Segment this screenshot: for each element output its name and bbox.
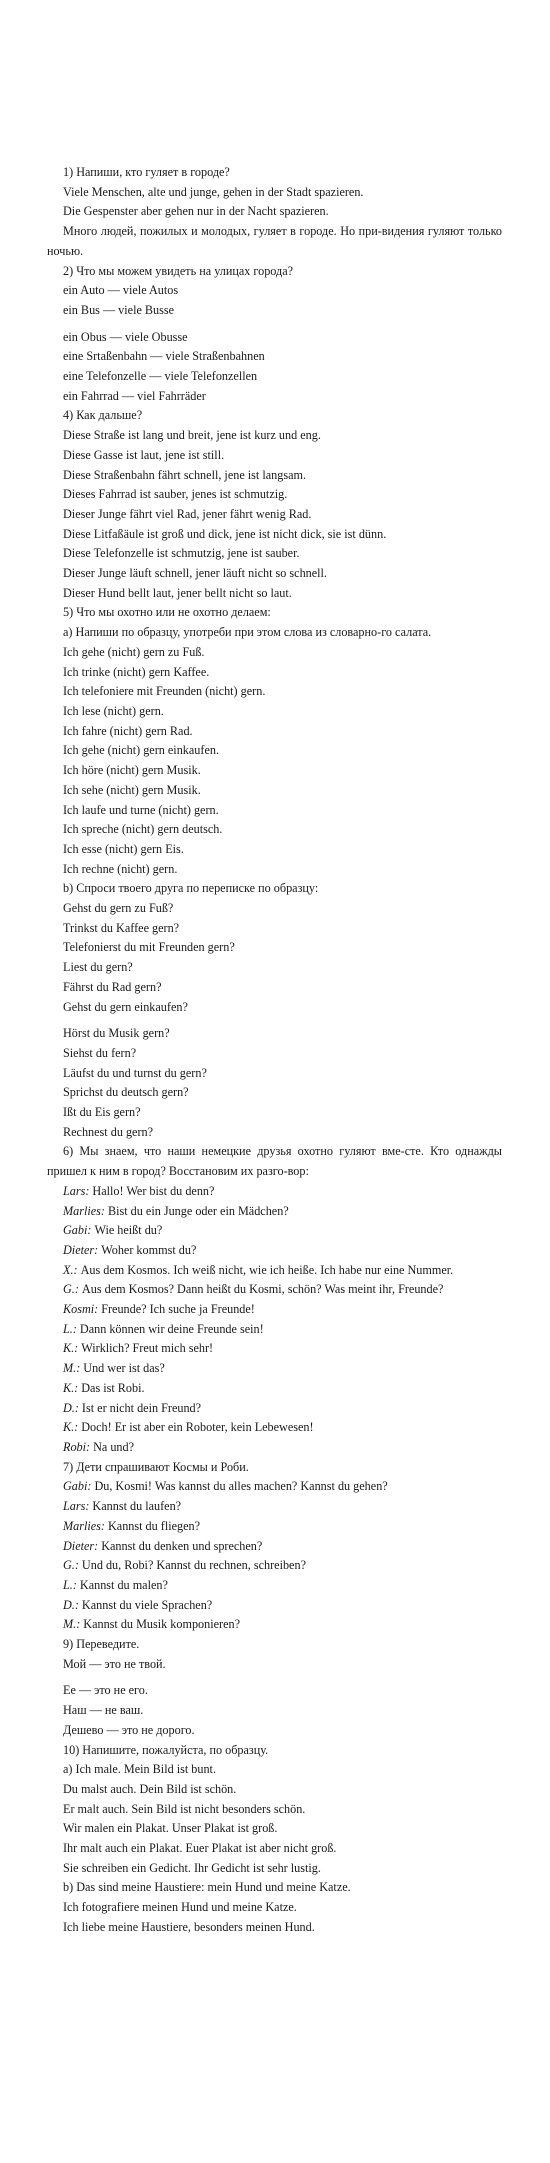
text-line: b) Спроси твоего друга по переписке по образцу: [63,881,319,896]
spacer [47,1017,502,1024]
dialog-line [47,1379,502,1399]
text-line: b) Das sind meine Haustiere: mein Hund und meine Katze. [63,1880,351,1895]
dialog-line [47,1182,502,1202]
spacer [47,1674,502,1681]
dialog-line [47,1596,502,1616]
dialog-line [47,1576,502,1596]
text-line: Dieser Junge läuft schnell, jener läuft nicht so schnell. [63,566,327,581]
text-line: Мой — это не твой. [63,1656,166,1671]
text-line: Ihr malt auch ein Plakat. Euer Plakat ist aber nicht groß. [63,1841,337,1856]
speaker-label: K.: [63,1420,79,1435]
text-line: Sie schreiben ein Gedicht. Ihr Gedicht ist sehr lustig. [63,1860,321,1875]
speaker-label: D.: [63,1597,79,1612]
text-line: Dieser Hund bellt laut, jener bellt nicht so laut. [63,585,292,600]
dialog-line [47,1280,502,1300]
text-line: Diese Straße ist lang und breit, jene ist kurz und eng. [63,428,321,443]
text-line: Viele Menschen, alte und junge, gehen in der Stadt spazieren. [63,184,364,199]
speaker-label: M.: [63,1617,81,1632]
text-line: Ich fahre (nicht) gern Rad. [63,723,193,738]
text-line: Hörst du Musik gern? [63,1026,170,1041]
text-line: ein Obus — viele Obusse [63,329,188,344]
speaker-label: Dieter: [63,1538,99,1553]
text-line: Dieser Junge fährt viel Rad, jener fährt wenig Rad. [63,506,312,521]
dialog-text: Aus dem Kosmos. Ich weiß nicht, wie ich heiße. Ich habe nur eine Nummer. [80,1262,454,1277]
text-line: Ich spreche (nicht) gern deutsch. [63,822,223,837]
text-line: Sprichst du deutsch gern? [63,1085,189,1100]
speaker-label: Kosmi: [63,1302,99,1317]
dialog-line [47,1399,502,1419]
text-line: ein Bus — viele Busse [63,302,175,317]
speaker-label: Robi: [63,1440,91,1454]
text-line: Ich gehe (nicht) gern einkaufen. [63,743,219,758]
text-paragraph: а) Напиши по образцу, употреби при этом слова из словарно-го салата. [63,625,432,640]
dialog-line [47,1556,502,1576]
dialog-text: Aus dem Kosmos? Dann heißt du Kosmi, schön? Was meint ihr, Freunde? [81,1282,444,1297]
dialog-text: Doch! Er ist aber ein Roboter, kein Lebewesen! [81,1420,314,1435]
text-line: Rechnest du gern? [63,1124,154,1139]
dialog-line [47,1615,502,1635]
text-line: Er malt auch. Sein Bild ist nicht besonders schön. [63,1801,306,1816]
text-paragraph: Много людей, пожилых и молодых, гуляет в городе. Но при-видения гуляют только ночью. [47,224,502,258]
dialog-line [47,1497,502,1517]
dialog-text: Wie heißt du? [94,1223,163,1238]
text-line: Ich lese (nicht) gern. [63,703,164,718]
dialog-text: Kannst du Musik komponieren? [83,1617,240,1632]
dialog-text: Und du, Robi? Kannst du rechnen, schreiben? [81,1558,306,1573]
dialog-text: Wirklich? Freut mich sehr! [81,1341,214,1356]
text-line: Diese Telefonzelle ist schmutzig, jene ist sauber. [63,546,300,561]
dialog-text: Freunde? Ich suche ja Freunde! [101,1302,255,1317]
text-line: ein Fahrrad — viel Fahrräder [63,388,206,403]
dialog-text: Kannst du laufen? [92,1499,182,1514]
speaker-label: K.: [63,1380,79,1395]
text-line: Wir malen ein Plakat. Unser Plakat ist groß. [63,1821,278,1836]
exercise-10-heading: 10) Напишите, пожалуйста, по образцу. [63,1742,269,1757]
dialog-text: Woher kommst du? [101,1242,197,1257]
dialog-line [47,1438,502,1458]
text-line: Ich gehe (nicht) gern zu Fuß. [63,644,205,659]
text-line: Siehst du fern? [63,1045,137,1060]
dialog-text: Du, Kosmi! Was kannst du alles machen? Kannst du gehen? [94,1479,388,1494]
speaker-label: G.: [63,1558,79,1573]
text-line: Ich laufe und turne (nicht) gern. [63,802,219,817]
text-line: Ißt du Eis gern? [63,1105,141,1120]
speaker-label: X.: [63,1262,78,1277]
text-line: a) Ich male. Mein Bild ist bunt. [63,1762,216,1777]
text-line: eine Srtaßenbahn — viele Straßenbahnen [63,349,265,364]
text-line: Ich höre (nicht) gern Musik. [63,763,201,778]
text-line: Telefonierst du mit Freunden gern? [63,940,235,955]
dialog-line [47,1517,502,1537]
speaker-label: M.: [63,1361,81,1376]
exercise-4-heading: 4) Как дальше? [63,408,143,423]
speaker-label: D.: [63,1400,79,1415]
text-line: Die Gespenster aber gehen nur in der Nacht spazieren. [63,204,329,219]
exercise-6-heading: 6) Мы знаем, что наши немецкие друзья охотно гуляют вме-сте. Кто однажды пришел к ним в город? Восстановим их разго-вор: [47,1144,502,1179]
exercise-5-heading: 5) Что мы охотно или не охотно делаем: [63,605,271,620]
text-line: ein Auto — viele Autos [63,283,179,298]
dialog-line [47,1339,502,1359]
speaker-label: L.: [63,1577,77,1592]
text-line: Diese Straßenbahn fährt schnell, jene ist langsam. [63,467,307,482]
dialog-line [47,1300,502,1320]
text-line: Fährst du Rad gern? [63,979,162,994]
speaker-label: Gabi: [63,1479,92,1494]
document-page [47,163,502,1938]
dialog-line [47,1261,502,1281]
speaker-label: Marlies: [63,1518,105,1533]
text-line: Ich sehe (nicht) gern Musik. [63,782,201,797]
text-line: Dieses Fahrrad ist sauber, jenes ist schmutzig. [63,487,288,502]
spacer [47,321,502,328]
exercise-7-heading: 7) Дети спрашивают Космы и Роби. [63,1459,249,1474]
speaker-label: Marlies: [63,1203,105,1218]
dialog-text: Hallo! Wer bist du denn? [92,1183,215,1198]
dialog-text: Kannst du malen? [79,1577,168,1592]
exercise-1-heading: 1) Напиши, кто гуляет в городе? [63,165,230,179]
exercise-2-heading: 2) Что мы можем увидеть на улицах города? [63,263,294,278]
dialog-text: Dann können wir deine Freunde sein! [79,1321,264,1336]
dialog-line [47,1202,502,1222]
text-line: Liest du gern? [63,960,133,975]
speaker-label: L.: [63,1321,77,1336]
text-line: eine Telefonzelle — viele Telefonzellen [63,369,258,384]
speaker-label: Gabi: [63,1223,92,1238]
speaker-label: K.: [63,1341,79,1356]
dialog-text: Ist er nicht dein Freund? [81,1400,202,1415]
text-line: Gehst du gern einkaufen? [63,999,188,1014]
text-line: Наш — не ваш. [63,1703,144,1718]
dialog-text: Kannst du denken und sprechen? [101,1538,263,1553]
dialog-text: Na und? [93,1440,135,1454]
speaker-label: Dieter: [63,1242,99,1257]
text-line: Ich esse (nicht) gern Eis. [63,841,184,856]
text-line: Дешево — это не дорого. [63,1722,195,1737]
text-line: Ich trinke (nicht) gern Kaffee. [63,664,210,679]
dialog-text: Bist du ein Junge oder ein Mädchen? [107,1203,289,1218]
dialog-line [47,1418,502,1438]
dialog-line [47,1320,502,1340]
text-line: Ich liebe meine Haustiere, besonders meinen Hund. [63,1919,315,1934]
speaker-label: Lars: [63,1499,90,1514]
text-line: Gehst du gern zu Fuß? [63,901,174,916]
dialog-line [47,1241,502,1261]
text-line: Trinkst du Kaffee gern? [63,920,180,935]
dialog-text: Und wer ist das? [83,1361,165,1376]
dialog-text: Kannst du viele Sprachen? [81,1597,213,1612]
text-line: Diese Gasse ist laut, jene ist still. [63,447,225,462]
speaker-label: Lars: [63,1183,90,1198]
dialog-text: Kannst du fliegen? [107,1518,201,1533]
text-line: Ее — это не его. [63,1683,148,1698]
dialog-text: Das ist Robi. [81,1380,145,1395]
text-line: Läufst du und turnst du gern? [63,1065,207,1080]
text-line: Diese Litfaßäule ist groß und dick, jene ist nicht dick, sie ist dünn. [63,526,387,541]
text-line: Ich rechne (nicht) gern. [63,861,178,876]
speaker-label: G.: [63,1282,79,1297]
dialog-line [47,1537,502,1557]
dialog-line [47,1221,502,1241]
text-line: Du malst auch. Dein Bild ist schön. [63,1781,237,1796]
dialog-line [47,1359,502,1379]
dialog-line [47,1477,502,1497]
text-line: Ich fotografiere meinen Hund und meine Katze. [63,1900,297,1915]
exercise-9-heading: 9) Переведите. [63,1637,140,1652]
text-line: Ich telefoniere mit Freunden (nicht) gern. [63,684,266,699]
